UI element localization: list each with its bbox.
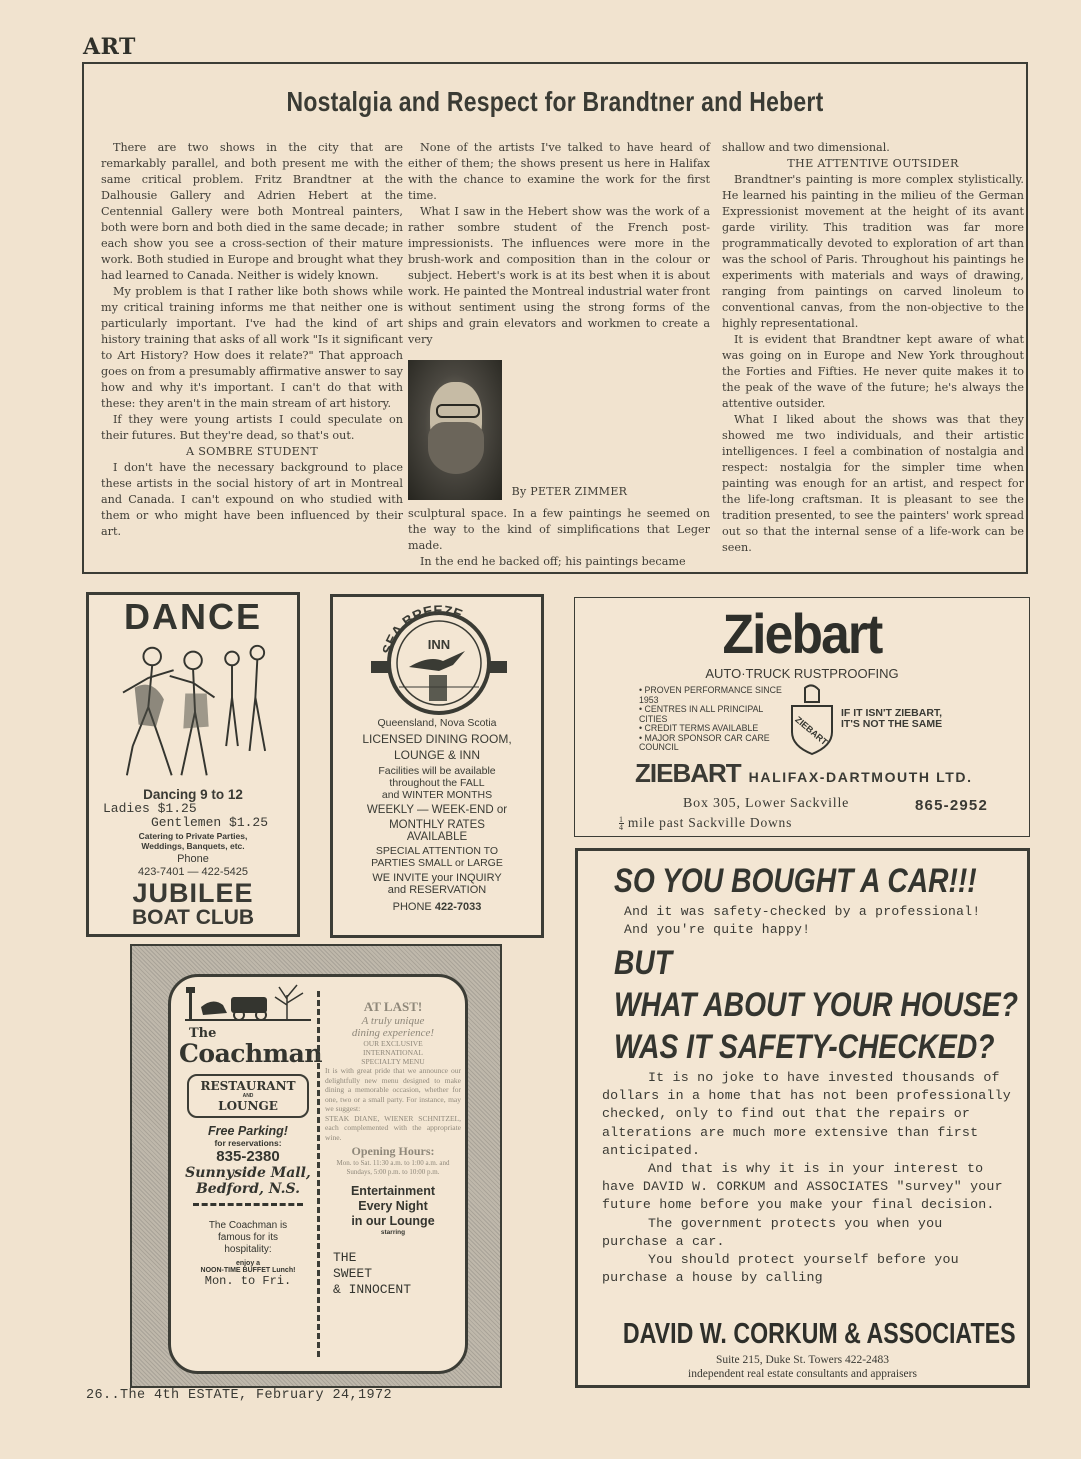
- buffet-days: Mon. to Fri.: [204, 1274, 292, 1288]
- detail-line: LOUNGE & INN: [393, 748, 480, 762]
- phone-numbers: 423-7401 — 422-5425: [137, 866, 249, 878]
- unique-line: dining experience!: [351, 1027, 435, 1039]
- hospitality-text: The Coachman is famous for its hospitality:: [208, 1220, 288, 1255]
- restaurant-lounge-plaque: RESTAURANT AND LOUNGE: [187, 1074, 309, 1118]
- detail-line: PARTIES SMALL or LARGE: [371, 857, 503, 869]
- enjoy-label: enjoy a: [235, 1260, 261, 1267]
- detail-line: LICENSED DINING ROOM,: [362, 732, 512, 746]
- detail-line: Facilities will be available: [378, 765, 496, 777]
- feature-item: • CENTRES IN ALL PRINCIPAL CITIES: [639, 704, 763, 724]
- feature-item: • PROVEN PERFORMANCE SINCE 1953: [639, 685, 782, 705]
- detail-line: and RESERVATION: [387, 884, 487, 896]
- paragraph: If they were young artists I could speculate on their futures. But they're dead, so that's out.: [101, 413, 403, 442]
- phone-number: 422-7033: [434, 901, 482, 913]
- page-footer: 26..The 4th ESTATE, February 24,1972: [86, 1388, 393, 1403]
- fraction: $\frac{1}{4}$: [619, 815, 624, 833]
- menu-body: It is with great pride that we announce our delightfully new menu designed to make dining a memorable occasion, whether for one, two or a small party. For instance, may we suggest:: [325, 1066, 461, 1113]
- ad-but: BUT: [614, 944, 673, 982]
- article-column-1: [101, 140, 403, 540]
- hours-body: Mon. to Sat. 11:30 a.m. to 1:00 a.m. and Sundays, 5:00 p.m. to 10:00 p.m.: [336, 1159, 450, 1176]
- dashed-divider-vertical: [317, 991, 320, 1357]
- svg-text:ZIEBART: ZIEBART: [793, 714, 830, 748]
- detail-line: SPECIAL ATTENTION TO: [375, 845, 499, 857]
- logo-text: SEA BREEZE: [378, 605, 465, 656]
- firm-description: independent real estate consultants and appraisers: [688, 1368, 917, 1380]
- free-parking: Free Parking!: [208, 1124, 288, 1138]
- dashed-divider: [193, 1203, 303, 1206]
- feature-item: • MAJOR SPONSOR CAR CARE COUNCIL: [639, 732, 770, 752]
- logo-inn: INN: [427, 637, 451, 652]
- coachman-town: Bedford, N.S.: [195, 1181, 301, 1197]
- stagecoach-illustration: [183, 983, 313, 1023]
- catering-text: [89, 831, 297, 851]
- unique-line: A truly unique: [361, 1015, 425, 1027]
- coachman-panel: [168, 974, 468, 1374]
- detail-line: WE INVITE your INQUIRY: [372, 872, 502, 884]
- slogan: IF IT ISN'T ZIEBART, IT'S NOT THE SAME: [841, 707, 943, 730]
- starring: starring: [380, 1229, 406, 1236]
- feature-item: • CREDIT TERMS AVAILABLE: [639, 723, 759, 733]
- paragraph: Brandtner's painting is more complex stylistically. He learned his painting in the milieu of the German Expressionist movement at the height of its avant garde virility. This tradition was far more programmatically devoted to exploration of art than was the school of Paris. Throughout his paintings he experiments with materials and ways of drawing, ranging from paintings on carved linoleum to conventional canvas, from the non-objective to the highly representational.: [722, 173, 1024, 330]
- subhead: A SOMBRE STUDENT: [185, 445, 319, 458]
- detail-line: WEEKLY — WEEK-END or: [366, 804, 508, 816]
- paragraph: What I liked about the shows was that they showed me two individuals, and their artistic intelligences. I feel a combination of nostalgia and respect: nostalgia for the simpler time when painting was enough for an artist, and respect for the life-long craftsman. It is pleasant to see the tradition presented, to see the painters' work spread out so that the internal sense of a life-work can be seen.: [722, 413, 1024, 554]
- act-name: THE SWEET & INNOCENT: [333, 1250, 412, 1297]
- entertainment: Entertainment Every Night in our Lounge: [350, 1184, 436, 1228]
- ad-coachman: [130, 944, 502, 1388]
- author-photo: [408, 360, 502, 500]
- phone-label: PHONE: [392, 901, 432, 913]
- article-column-2: [408, 140, 710, 570]
- phone-number: 865-2952: [915, 797, 988, 814]
- photo-glasses: [436, 404, 480, 418]
- feature-list: [639, 686, 785, 753]
- paragraph: None of the artists I've talked to have heard of either of them; the shows present us here in Halifax with the chance to examine the work for the first time.: [408, 141, 710, 202]
- ad-subtext: And it was safety-checked by a professional! And you're quite happy!: [624, 904, 981, 937]
- article: [82, 62, 1028, 574]
- photo-with-byline: [408, 348, 710, 500]
- ad-corkum-associates: [575, 848, 1030, 1388]
- firm-address: Suite 215, Duke St. Towers 422-2483: [715, 1354, 890, 1366]
- detail-line: MONTHLY RATES: [389, 819, 485, 831]
- phone-line: [333, 901, 541, 913]
- sea-breeze-logo: [369, 605, 509, 715]
- paragraph: My problem is that I rather like both shows while my critical training informs me that neither one is particularly important. I've had the kind of art history training that asks of all work "Is it significant to Art History? How does it relate?" That approach goes on from a presumably affirmative answer to say how and why it's important. I can't do that with these: they aren't in the main stream of art history.: [101, 285, 403, 410]
- coachman-the: The: [189, 1026, 217, 1041]
- ad-ziebart: [574, 597, 1030, 837]
- ad-body: It is no joke to have invested thousands of dollars in a home that has not been professionally checked, only to find out that the repairs or alterations are much more extensive than first anticipated. And that is why it is in your interest to have DAVID W. CORKUM and ASSOCIATES "survey" your future home before you make your final decision. The government protects you when you purchase a car. You should protect yourself before you purchase a house by calling: [602, 1070, 1011, 1286]
- directions: $\frac{1}{4}$ mile past Sackville Downs: [619, 815, 793, 833]
- detail-line: AVAILABLE: [406, 831, 468, 843]
- firm-name: DAVID W. CORKUM & ASSOCIATES: [622, 1318, 1016, 1350]
- ad-jubilee-boat-club: [86, 592, 300, 937]
- reservations-label: for reservations:: [214, 1138, 282, 1148]
- catering-line: Catering to Private Parties,: [138, 831, 248, 841]
- ad-title: DANCE: [123, 596, 262, 637]
- tagline: AUTO·TRUCK RUSTPROOFING: [705, 666, 899, 681]
- buffet-label: NOON-TIME BUFFET Lunch!: [200, 1267, 296, 1274]
- ad-question-2: WAS IT SAFETY-CHECKED?: [614, 1028, 995, 1066]
- photo-beard: [428, 422, 484, 474]
- coachman-right-column: [323, 999, 463, 1298]
- dance-info: [89, 787, 297, 929]
- ladies-price: Ladies $1.25: [103, 801, 197, 816]
- paragraph: sculptural space. In a few paintings he seemed on the way to the kind of simplifications that Leger made.: [408, 507, 710, 552]
- coachman-left-column: [179, 983, 322, 1288]
- detail-line: throughout the FALL: [389, 777, 485, 789]
- ad-question-1: WHAT ABOUT YOUR HOUSE?: [614, 986, 1018, 1024]
- company-brand: ZIEBART: [635, 758, 741, 788]
- coachman-phone: 835-2380: [216, 1148, 280, 1165]
- club-name: JUBILEE: [132, 878, 254, 908]
- article-headline: Nostalgia and Respect for Brandtner and Hebert: [286, 86, 824, 117]
- paragraph: I don't have the necessary background to place these artists in the social history of art in Montreal and Canada. I can't expound on who studied with them or who might have been influenced by their art.: [101, 461, 403, 538]
- menu-dishes: STEAK DIANE, WIENER SCHNITZEL, each complemented with the appropriate wine.: [325, 1113, 461, 1142]
- location: Queensland, Nova Scotia: [377, 717, 497, 729]
- detail-line: and WINTER MONTHS: [381, 789, 493, 801]
- address: Box 305, Lower Sackville: [683, 796, 850, 811]
- paragraph: In the end he backed off; his paintings became: [420, 555, 686, 568]
- byline: By PETER ZIMMER: [511, 485, 628, 498]
- menu-heading: OUR EXCLUSIVE INTERNATIONAL SPECIALTY MENU: [361, 1039, 425, 1066]
- ad-sea-breeze-inn: [330, 594, 544, 938]
- ziebart-logo: Ziebart: [722, 602, 882, 665]
- coachman-mall: Sunnyside Mall,: [185, 1165, 311, 1181]
- hours-title: Opening Hours:: [351, 1144, 435, 1158]
- catering-line: Weddings, Banquets, etc.: [141, 841, 245, 851]
- paragraph: What I saw in the Hebert show was the work of a rather sombre student of the French post-impressionists. The influences were more in the brush-work and composition than in the colour or subject. Hebert's work is at its best when it is about work. He painted the Montreal industrial water front without sentiment using the strong forms of the ships and grain elevators and workmen to create a very: [408, 205, 710, 346]
- paragraph: It is evident that Brandtner kept aware of what was going on in Europe and New York throughout the Forties and Fifties. He never quite makes it to the peak of the wave of the future; he's always the attentive outsider.: [722, 333, 1024, 410]
- club-name-2: BOAT CLUB: [131, 906, 255, 929]
- coachman-name: Coachman: [179, 1039, 322, 1068]
- at-last: AT LAST!: [363, 999, 423, 1014]
- ad-headline: SO YOU BOUGHT A CAR!!!: [614, 862, 977, 900]
- article-column-3: [722, 140, 1024, 556]
- gentlemen-price: Gentlemen $1.25: [151, 815, 269, 830]
- phone-label: Phone: [177, 853, 209, 865]
- subhead: THE ATTENTIVE OUTSIDER: [787, 157, 959, 170]
- paragraph: There are two shows in the city that are remarkably parallel, and both present me with the same critical problem. Fritz Brandtner at the Dalhousie Gallery and Adrien Hebert at the Centennial Gallery were both Montreal painters, both were born and both died in the same decade; in each show you see a cross-section of their mature work. Both studied in Europe and brought what they had learned to Canada. Neither is widely known.: [101, 141, 403, 282]
- section-label: ART: [83, 34, 136, 60]
- dancers-illustration: [111, 639, 281, 785]
- paragraph: shallow and two dimensional.: [722, 141, 890, 154]
- company-name-row: [635, 758, 973, 788]
- knight-shield-icon: [789, 684, 835, 756]
- dance-hours: Dancing 9 to 12: [143, 787, 243, 802]
- sea-breeze-details: [333, 717, 541, 913]
- company-name: HALIFAX-DARTMOUTH LTD.: [748, 769, 973, 785]
